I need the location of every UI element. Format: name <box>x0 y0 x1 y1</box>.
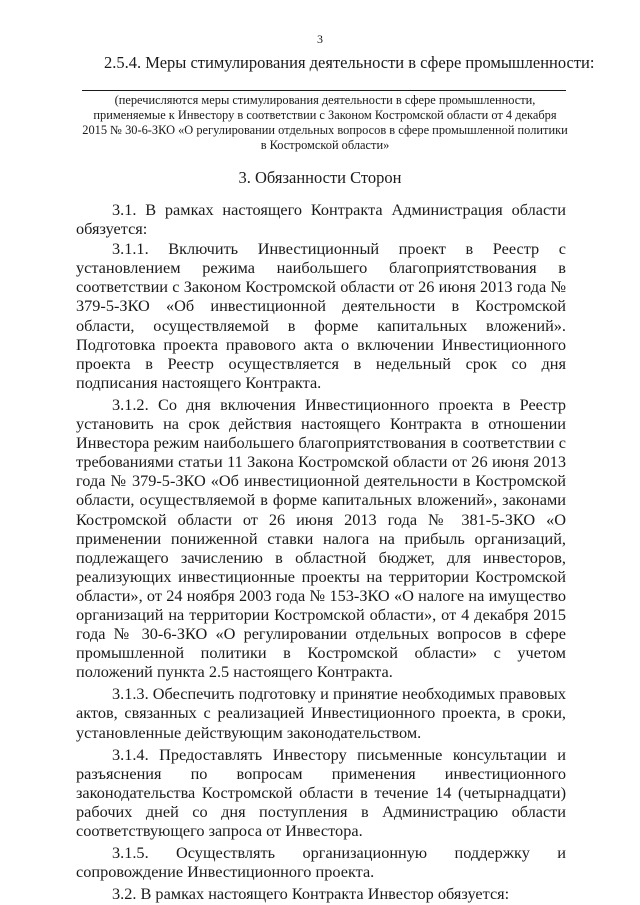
page-number: 3 <box>317 32 323 46</box>
clause-2-5-4-heading: 2.5.4. Меры стимулирования деятельности в сфере промышленности: <box>104 53 595 72</box>
section-3-body <box>76 200 566 903</box>
paragraph-3-1: 3.1. В рамках настоящего Контракта Администрация области обязуется: <box>76 200 566 239</box>
paragraph-3-1-3: 3.1.3. Обеспечить подготовку и принятие необходимых правовых актов, связанных с реализацией Инвестиционного проекта, в сроки, установленные действующим законодательством. <box>76 684 566 742</box>
fill-in-line <box>82 90 566 91</box>
paragraph-3-1-5: 3.1.5. Осуществлять организационную поддержку и сопровождение Инвестиционного проекта. <box>76 843 566 882</box>
paragraph-3-1-4: 3.1.4. Предоставлять Инвестору письменные консультации и разъяснения по вопросам применения инвестиционного законодательства Костромской области в течение 14 (четырнадцати) рабочих дней со дня поступления в Администрацию области соответствующего запроса от Инвестора. <box>76 744 566 840</box>
paragraph-3-1-2: 3.1.2. Со дня включения Инвестиционного проекта в Реестр установить на срок действия настоящего Контракта в отношении Инвестора режим наибольшего благоприятствования в соответствии с требованиями статьи 11 Закона Костромской области от 26 июня 2013 года № 379-5-ЗКО «Об инвестиционной деятельности в Костромской области, осуществляемой в форме капитальных вложений», законами Костромской области от 26 июня 2013 года № 381-5-ЗКО «О применении пониженной ставки налога на прибыль организаций, подлежащего зачислению в областной бюджет, для инвесторов, реализующих инвестиционные проекты на территории Костромской области», от 24 ноября 2003 года № 153-ЗКО «О налоге на имущество организаций на территории Костромской области», от 4 декабря 2015 года № 30-6-ЗКО «О регулировании отдельных вопросов в сфере промышленной политики в Костромской области» с учетом положений пункта 2.5 настоящего Контракта. <box>76 394 566 682</box>
section-3-title: 3. Обязанности Сторон <box>238 168 402 187</box>
paragraph-3-2: 3.2. В рамках настоящего Контракта Инвестор обязуется: <box>112 884 510 904</box>
paragraph-3-1-1: 3.1.1. Включить Инвестиционный проект в Реестр с установлением режима наибольшего благоприятствования в соответствии с Законом Костромской области от 26 июня 2013 года № 379-5-ЗКО «Об инвестиционной деятельности в Костромской области, осуществляемой в форме капитальных вложений». Подготовка проекта правового акта о включении Инвестиционного проекта в Реестр осуществляется в недельный срок со дня подписания настоящего Контракта. <box>76 239 566 392</box>
clause-2-5-4-note: (перечисляются меры стимулирования деятельности в сфере промышленности, применяемые к Инвестору в соответствии с Законом Костромской области от 4 декабря 2015 № 30-6-ЗКО «О регулировании отдельных вопросов в сфере промышленной политики в Костромской области» <box>82 93 568 152</box>
